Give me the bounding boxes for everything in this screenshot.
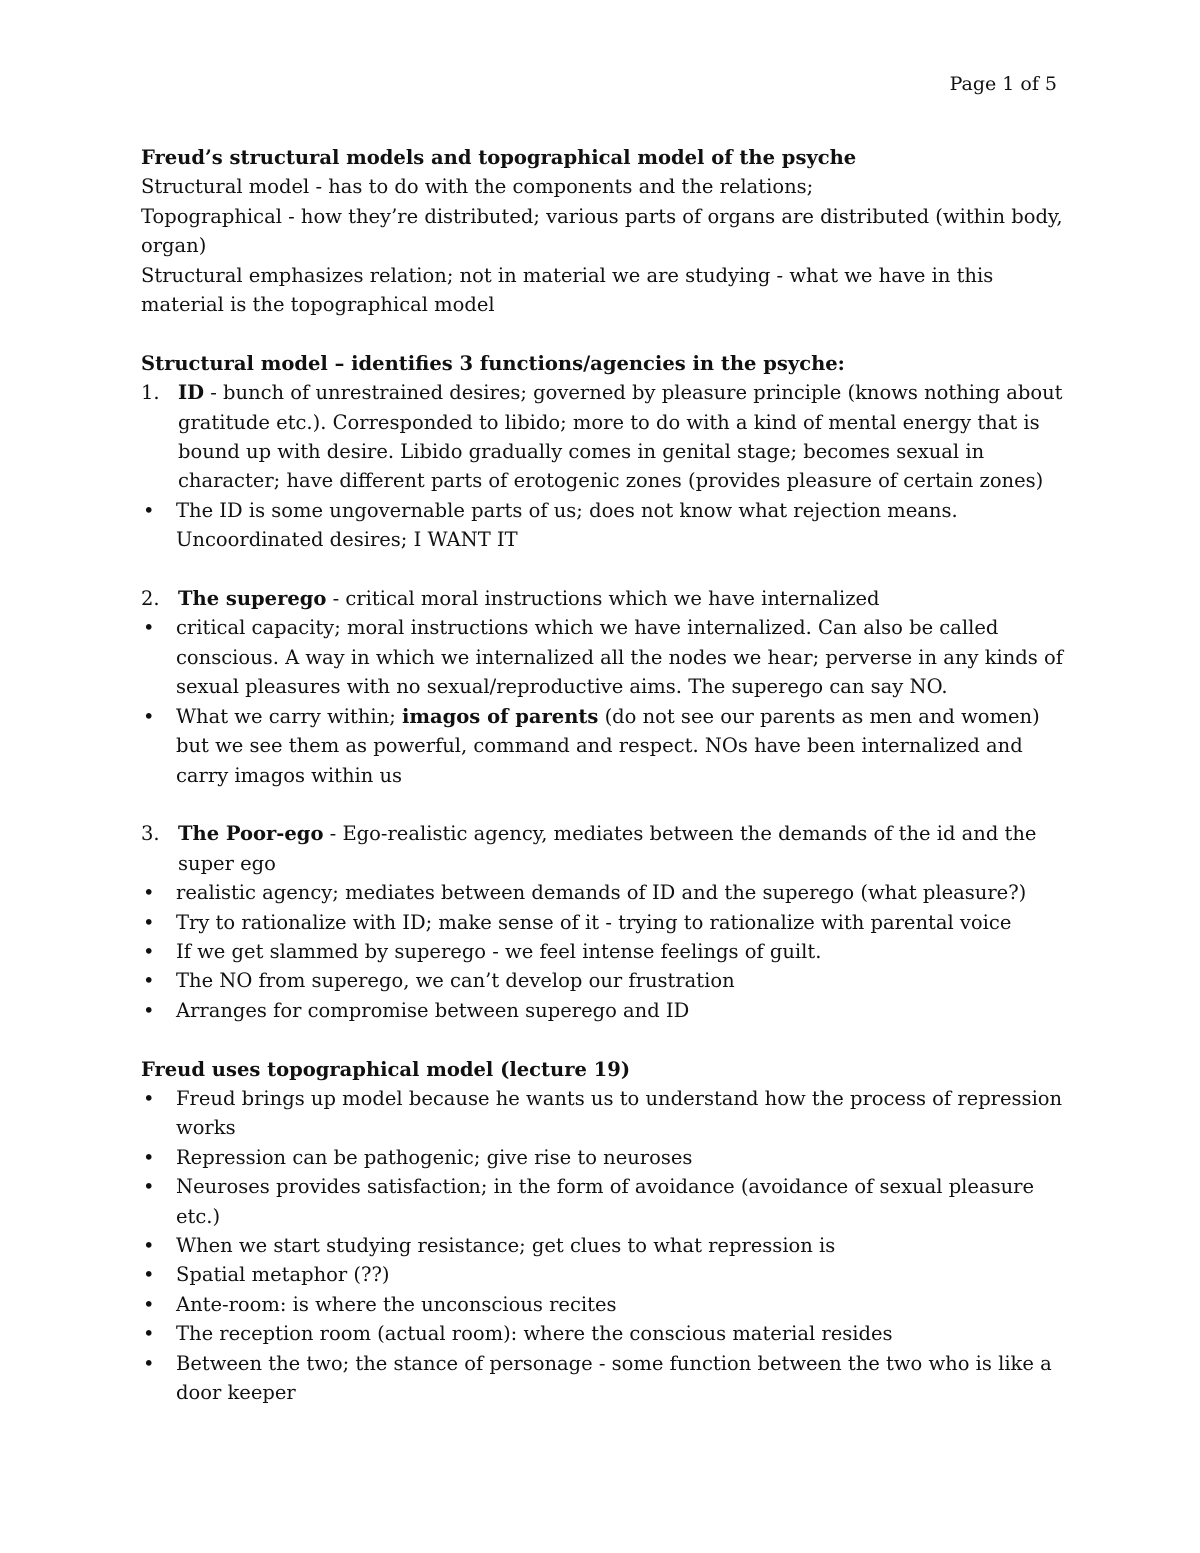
bullet-icon: • — [143, 1086, 155, 1110]
paragraph: Structural model - has to do with the components and the relations; — [141, 175, 814, 199]
bullet-icon: • — [143, 1351, 155, 1375]
bullet-item — [141, 702, 1066, 790]
section-heading: Structural model – identifies 3 functions/agencies in the psyche: — [141, 351, 845, 375]
bullet-text: Freud brings up model because he wants us to understand how the process of repression works — [176, 1086, 1063, 1140]
paragraph: Topographical - how they’re distributed; various parts of organs are distributed (within body, organ) — [141, 204, 1063, 258]
bullet-item — [141, 1231, 1066, 1260]
spacer — [141, 319, 1066, 348]
bullet-text: Spatial metaphor (??) — [176, 1263, 390, 1287]
spacer — [141, 1025, 1066, 1054]
bullet-item — [141, 1260, 1066, 1289]
bullet-text: realistic agency; mediates between demands of ID and the superego (what pleasure?) — [176, 881, 1027, 905]
definition: - Ego-realistic agency, mediates between the demands of the id and the super ego — [178, 822, 1037, 875]
bullet-icon: • — [143, 1175, 155, 1199]
bullet-text: The reception room (actual room): where the conscious material resides — [176, 1322, 893, 1346]
bullet-icon: • — [143, 939, 155, 963]
bullet-item — [141, 878, 1066, 907]
bullet-item — [141, 1143, 1066, 1172]
bullet-icon: • — [143, 1263, 155, 1287]
bullet-text: Neuroses provides satisfaction; in the form of avoidance (avoidance of sexual pleasure etc.) — [176, 1175, 1034, 1228]
bullet-text: critical capacity; moral instructions which we have internalized. Can also be called conscious. A way in which we internalized all the nodes we hear; perverse in any kinds of sexual pleasures with no sexual/reproductive aims. The superego can say NO. — [176, 616, 1063, 699]
bullet-item — [141, 1319, 1066, 1348]
bullet-text-part: What we carry within; — [176, 704, 402, 728]
bullet-item — [141, 996, 1066, 1025]
page-number: Page 1 of 5 — [949, 73, 1057, 95]
bullet-text-part: (do not see our parents as men and women) but we see them as powerful, command and respect. NOs have been internalized and carry imagos within us — [176, 704, 1040, 787]
list-number: 1. — [141, 381, 160, 405]
bullet-icon: • — [143, 1292, 155, 1316]
bullet-icon: • — [143, 969, 155, 993]
term: The superego — [178, 587, 327, 611]
bullet-item — [141, 908, 1066, 937]
term: The Poor-ego — [178, 822, 324, 846]
list-number: 2. — [141, 587, 160, 611]
bullet-item — [141, 496, 1066, 555]
bullet-icon: • — [143, 1233, 155, 1257]
bullet-icon: • — [143, 1145, 155, 1169]
bullet-icon: • — [143, 498, 155, 522]
bullet-icon: • — [143, 881, 155, 905]
bullet-item — [141, 1290, 1066, 1319]
numbered-item-ego — [141, 819, 1066, 878]
bullet-text: Try to rationalize with ID; make sense of it - trying to rationalize with parental voice — [176, 910, 1012, 934]
bullet-text: The ID is some ungovernable parts of us; does not know what rejection means. Uncoordinated desires; I WANT IT — [176, 498, 958, 552]
definition: - bunch of unrestrained desires; governed by pleasure principle (knows nothing about gratitude etc.). Corresponded to libido; more to do with a kind of mental energy that is bound up with desire. Libido gradually comes in genital stage; becomes sexual in character; have different parts of erotogenic zones (provides pleasure of certain zones) — [178, 381, 1063, 493]
list-number: 3. — [141, 822, 160, 846]
section-heading: Freud uses topographical model (lecture 19) — [141, 1057, 631, 1081]
numbered-item-superego — [141, 584, 1066, 613]
bullet-item — [141, 966, 1066, 995]
bullet-item — [141, 937, 1066, 966]
bullet-text: When we start studying resistance; get clues to what repression is — [176, 1233, 836, 1257]
spacer — [141, 555, 1066, 584]
bullet-text: Between the two; the stance of personage - some function between the two who is like a door keeper — [176, 1351, 1052, 1404]
bullet-icon: • — [143, 910, 155, 934]
bullet-icon: • — [143, 704, 155, 728]
spacer — [141, 790, 1066, 819]
numbered-item-id — [141, 378, 1066, 496]
bullet-item — [141, 1349, 1066, 1408]
term: ID — [178, 381, 205, 405]
bullet-item — [141, 1172, 1066, 1231]
bullet-text: If we get slammed by superego - we feel intense feelings of guilt. — [176, 939, 822, 963]
bullet-text: The NO from superego, we can’t develop our frustration — [176, 969, 735, 993]
list-item-body — [178, 584, 1066, 613]
list-item-body — [178, 819, 1066, 878]
document-content — [141, 143, 1066, 1407]
bullet-icon: • — [143, 1322, 155, 1346]
bold-phrase: imagos of parents — [401, 704, 599, 728]
bullet-text — [176, 702, 1066, 790]
bullet-item — [141, 1084, 1066, 1143]
list-item-body — [178, 378, 1066, 496]
bullet-icon: • — [143, 616, 155, 640]
paragraph: Structural emphasizes relation; not in material we are studying - what we have in this material is the topographical model — [141, 263, 994, 317]
bullet-icon: • — [143, 998, 155, 1022]
bullet-text: Ante-room: is where the unconscious recites — [176, 1292, 617, 1316]
bullet-text: Arranges for compromise between superego and ID — [176, 998, 690, 1022]
definition: - critical moral instructions which we have internalized — [326, 587, 880, 611]
bullet-item — [141, 613, 1066, 701]
section-heading: Freud’s structural models and topographical model of the psyche — [141, 146, 857, 169]
bullet-text: Repression can be pathogenic; give rise to neuroses — [176, 1145, 693, 1169]
